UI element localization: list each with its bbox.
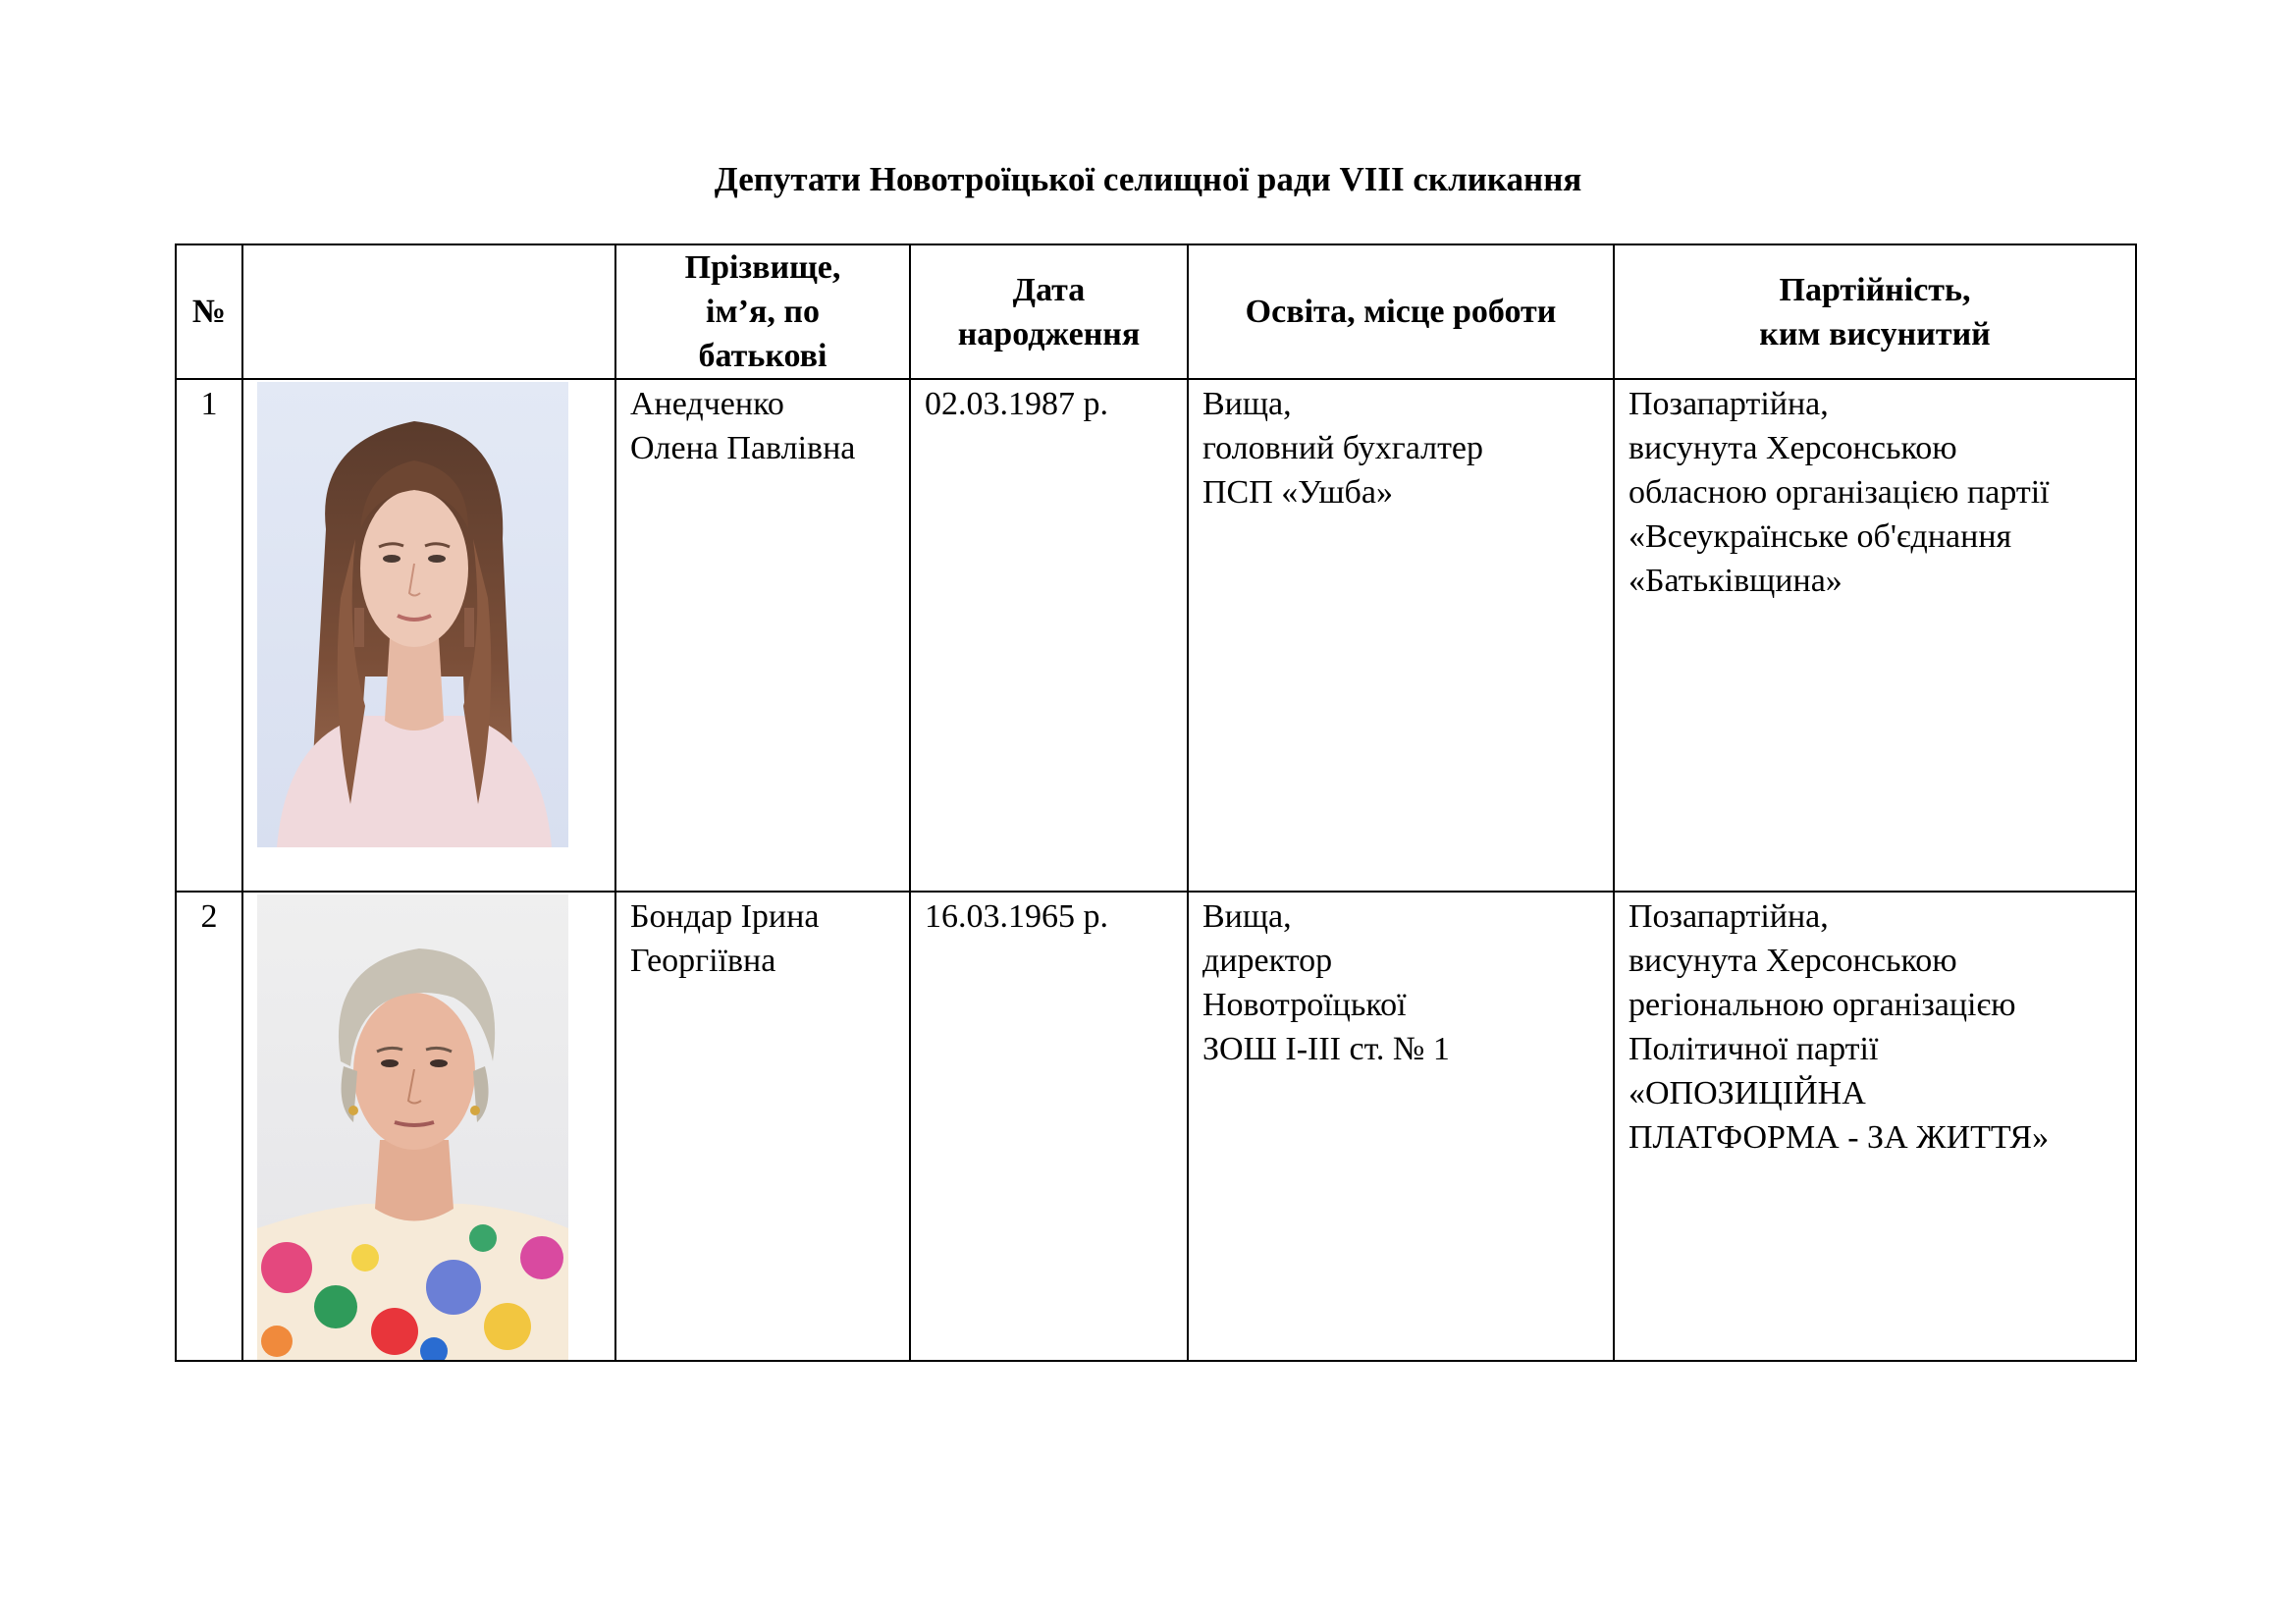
header-party-nomination: Партійність, ким висунитий [1614, 244, 2136, 379]
row-number: 1 [176, 379, 242, 892]
header-number: № [176, 244, 242, 379]
deputy-full-name: Анедченко Олена Павлівна [615, 379, 910, 892]
table-row [176, 379, 2136, 892]
table-row [176, 892, 2136, 1361]
header-birth-date: Дата народження [910, 244, 1188, 379]
deputy-education-workplace: Вища, директор Новотроїцької ЗОШ І-ІІІ ст. № 1 [1188, 892, 1614, 1361]
document-title: Депутати Новотроїцької селищної ради VIII скликання [714, 160, 1582, 198]
photo-cell [242, 892, 615, 1361]
deputy-full-name: Бондар Ірина Георгіївна [615, 892, 910, 1361]
header-full-name: Прізвище, ім’я, по батькові [615, 244, 910, 379]
deputy-birth-date: 16.03.1965 р. [910, 892, 1188, 1361]
deputy-portrait-photo [257, 382, 568, 847]
header-photo [242, 244, 615, 379]
deputy-party-nomination: Позапартійна, висунута Херсонською регіональною організацією Політичної партії «ОПОЗИЦІЙНА ПЛАТФОРМА - ЗА ЖИТТЯ» [1614, 892, 2136, 1361]
deputy-portrait-photo [257, 894, 568, 1360]
deputy-education-workplace: Вища, головний бухгалтер ПСП «Ушба» [1188, 379, 1614, 892]
header-education-workplace: Освіта, місце роботи [1188, 244, 1614, 379]
photo-cell [242, 379, 615, 892]
deputy-party-nomination: Позапартійна, висунута Херсонською обласною організацією партії «Всеукраїнське об'єднання «Батьківщина» [1614, 379, 2136, 892]
deputy-birth-date: 02.03.1987 р. [910, 379, 1188, 892]
deputies-table [175, 244, 2137, 1362]
row-number: 2 [176, 892, 242, 1361]
table-header-row [176, 244, 2136, 379]
